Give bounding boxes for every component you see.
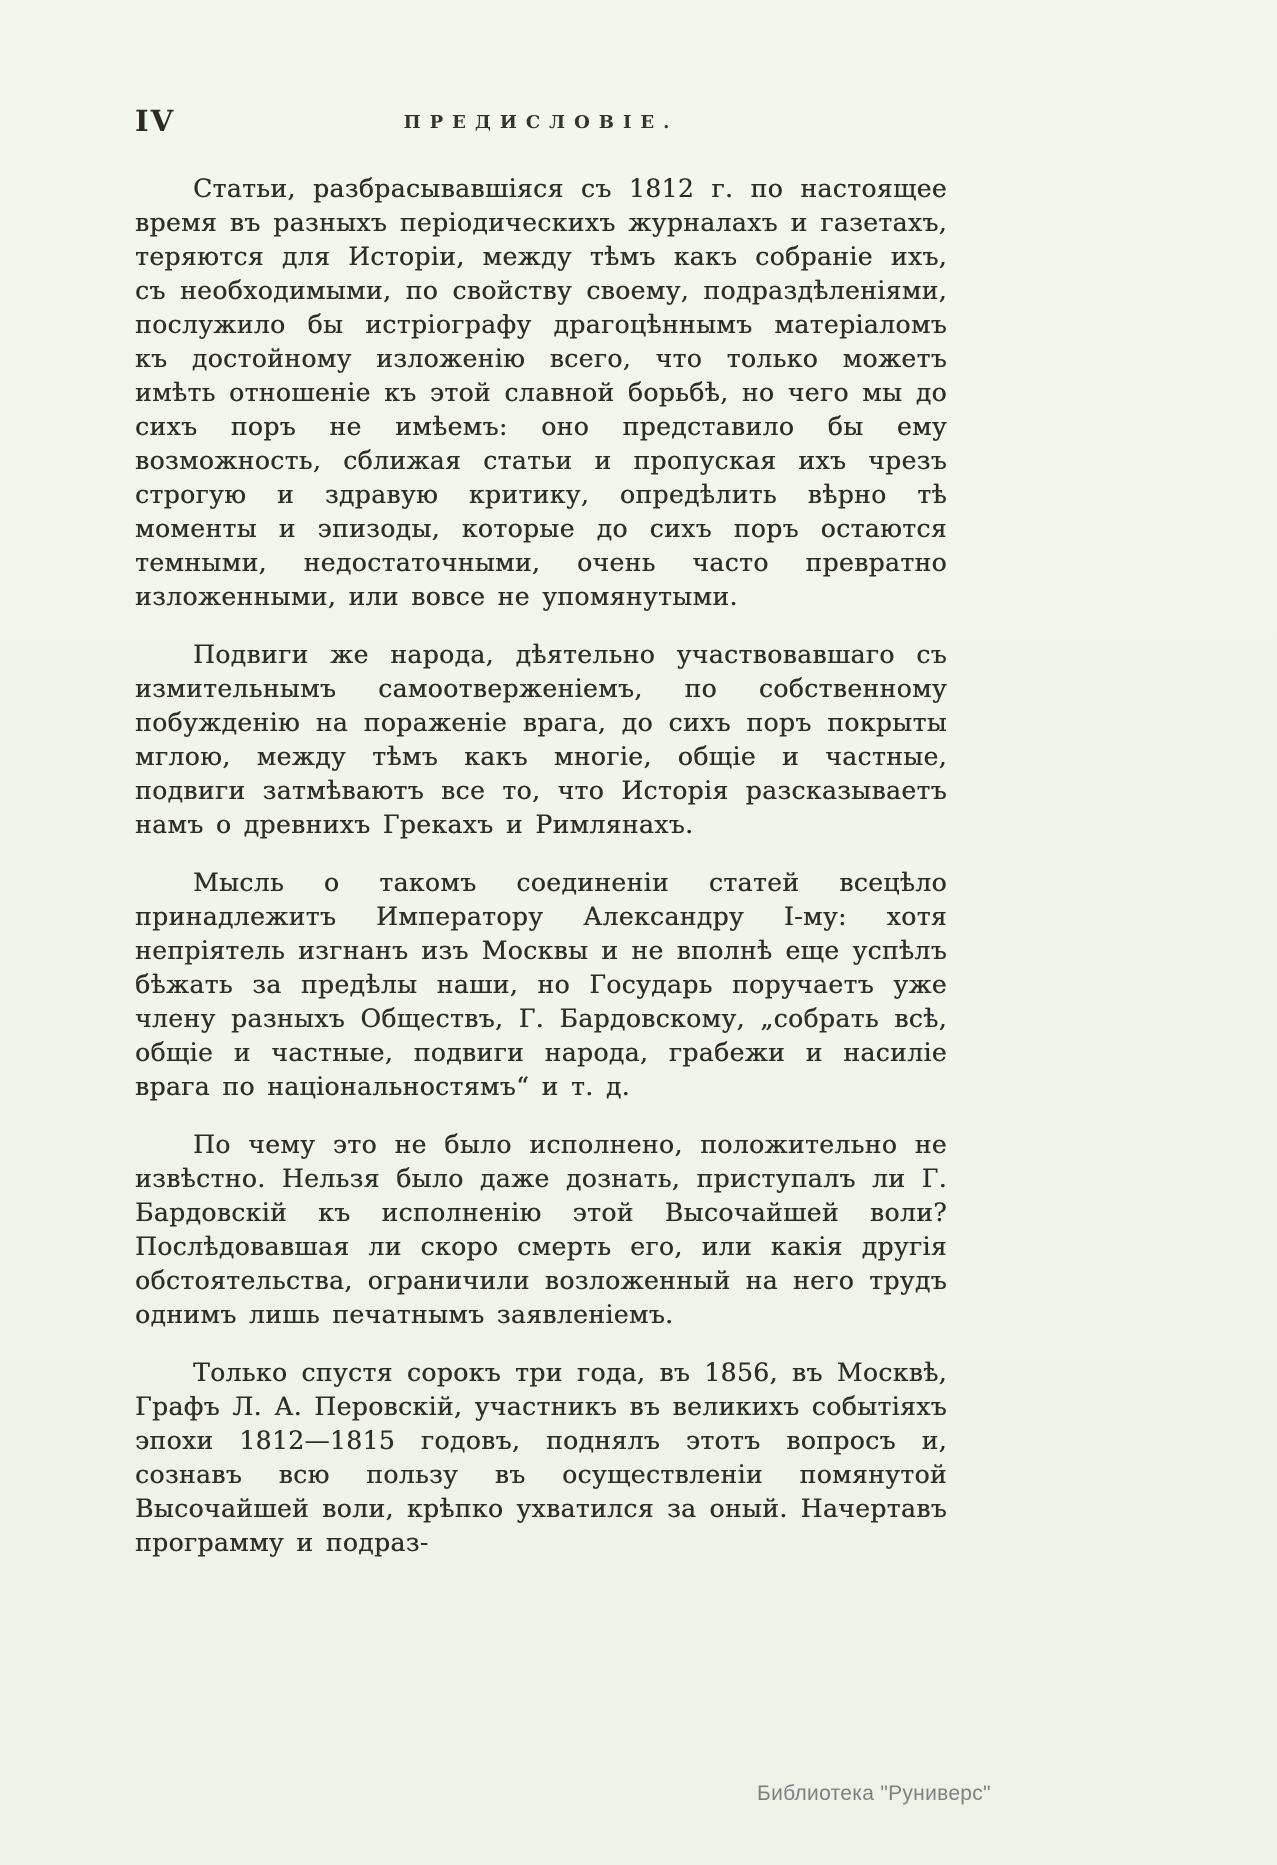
library-watermark: Библиотека "Руниверс" [757, 1782, 991, 1805]
running-title: ПРЕДИСЛОВІЕ. [403, 112, 679, 133]
body-text [135, 172, 947, 1560]
paragraph-2: Подвиги же народа, дѣятельно участвовавшаго съ измительнымъ самоотверженіемъ, по собственному побужденію на пораженіе врага, до сихъ поръ покрыты мглою, между тѣмъ какъ многіе, общіе и частные, подвиги затмѣваютъ все то, что Исторія разсказываетъ намъ о древнихъ Грекахъ и Римлянахъ. [135, 640, 947, 839]
paragraph-5: Только спустя сорокъ три года, въ 1856, въ Москвѣ, Графъ Л. А. Перовскій, участникъ въ великихъ событіяхъ эпохи 1812—1815 годовъ, поднялъ этотъ вопросъ и, сознавъ всю пользу въ осуществленіи помянутой Высочайшей воли, крѣпко ухватился за оный. Начертавъ программу и подраз- [135, 1358, 947, 1557]
page-header [135, 104, 947, 146]
page-number: IV [135, 104, 176, 138]
paragraph-3: Мысль о такомъ соединеніи статей всецѣло принадлежитъ Императору Александру I-му: хотя непріятель изгнанъ изъ Москвы и не вполнѣ еще успѣлъ бѣжать за предѣлы наши, но Государь поручаетъ уже члену разныхъ Обществъ, Г. Бардовскому, „собрать всѣ, общіе и частные, подвиги народа, грабежи и насиліе врага по національностямъ“ и т. д. [135, 868, 947, 1101]
paragraph-1: Статьи, разбрасывавшіяся съ 1812 г. по настоящее время въ разныхъ періодическихъ журналахъ и газетахъ, теряются для Исторіи, между тѣмъ какъ собраніе ихъ, съ необходимыми, по свойству своему, подраздѣленіями, послужило бы истріографу драгоцѣннымъ матеріаломъ къ достойному изложенію всего, что только можетъ имѣть отношеніе къ этой славной борьбѣ, но чего мы до сихъ поръ не имѣемъ: оно представило бы ему возможность, сближая статьи и пропуская ихъ чрезъ строгую и здравую критику, опредѣлить вѣрно тѣ моменты и эпизоды, которые до сихъ поръ остаются темными, недостаточными, очень часто превратно изложенными, или вовсе не упомянутыми. [135, 174, 947, 611]
paragraph-4: По чему это не было исполнено, положительно не извѣстно. Нельзя было даже дознать, приступалъ ли Г. Бардовскій къ исполненію этой Высочайшей воли? Послѣдовавшая ли скоро смерть его, или какія другія обстоятельства, ограничили возложенный на него трудъ однимъ лишь печатнымъ заявленіемъ. [135, 1130, 947, 1329]
